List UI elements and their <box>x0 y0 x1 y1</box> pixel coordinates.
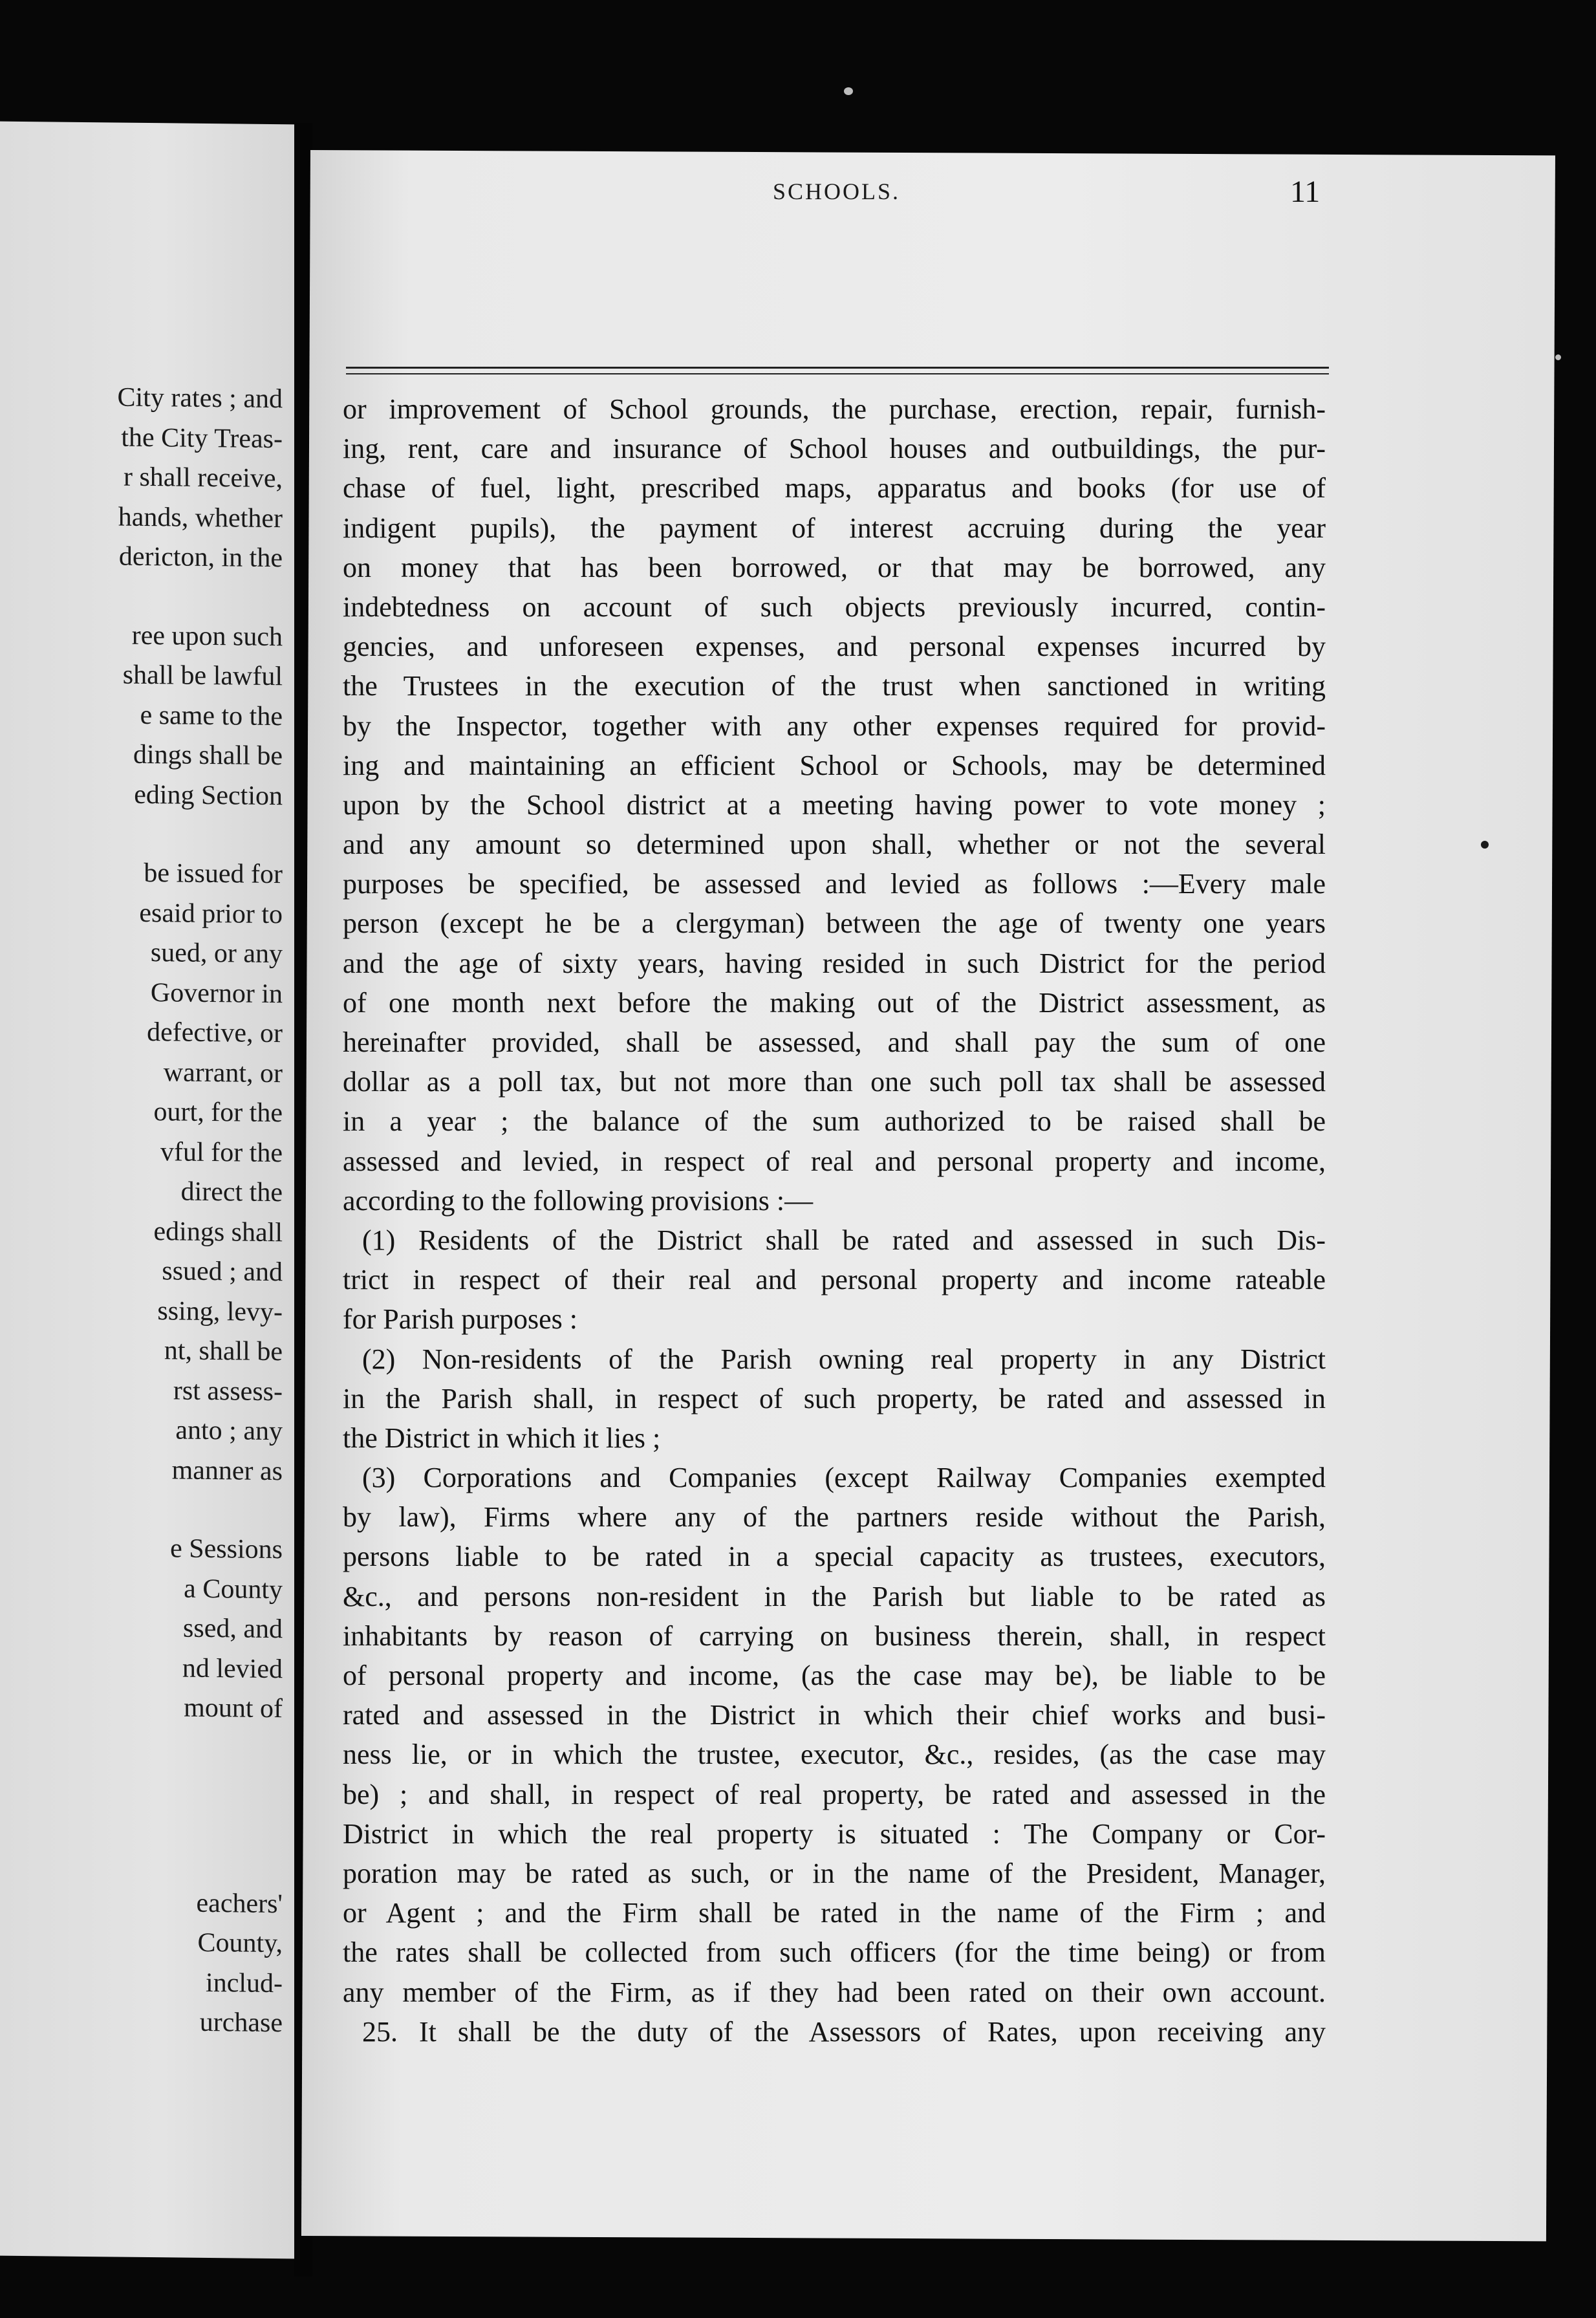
left-page-gap <box>5 1489 283 1531</box>
left-page-line: r shall receive, <box>123 462 283 494</box>
body-line: dollar as a poll tax, but not more than one such poll tax shall be assessed <box>343 1066 1326 1098</box>
page-body-text <box>343 389 1326 2052</box>
dust-speck <box>844 87 853 95</box>
left-page-line: be issued for <box>144 858 283 890</box>
body-line: or Agent ; and the Firm shall be rated in the name of the Firm ; and <box>343 1897 1326 1929</box>
left-page-line: dings shall be <box>133 739 283 772</box>
body-line: on money that has been borrowed, or that may be borrowed, any <box>343 551 1326 583</box>
left-page-line: ssed, and <box>183 1613 283 1645</box>
left-page-line: direct the <box>180 1176 283 1208</box>
left-page-line: nd levied <box>182 1653 283 1684</box>
body-line: (3) Corporations and Companies (except Railway Companies exempted <box>362 1462 1326 1494</box>
body-line: or improvement of School grounds, the purchase, erection, repair, furnish- <box>343 393 1326 425</box>
body-line: of personal property and income, (as the case may be), be liable to be <box>343 1660 1326 1691</box>
body-line: (2) Non-residents of the Parish owning real property in any District <box>362 1343 1326 1375</box>
left-page-line: hands, whether <box>118 502 283 534</box>
dust-speck <box>1555 354 1561 360</box>
body-line: the District in which it lies ; <box>343 1422 661 1454</box>
left-page-line: anto ; any <box>175 1415 283 1447</box>
body-line: be) ; and shall, in respect of real property, be rated and assessed in the <box>343 1778 1326 1810</box>
left-page-line: a County <box>184 1574 283 1605</box>
body-line: according to the following provisions :— <box>343 1184 814 1217</box>
left-page-line: urchase <box>199 2007 283 2039</box>
left-page-line: e Sessions <box>170 1533 283 1565</box>
body-line: gencies, and unforeseen expenses, and personal expenses incurred by <box>343 631 1326 663</box>
body-line: of one month next before the making out of the District assessment, as <box>343 986 1326 1019</box>
left-page-line: sued, or any <box>150 938 283 969</box>
body-line: in a year ; the balance of the sum authorized to be raised shall be <box>343 1105 1326 1138</box>
body-line: upon by the School district at a meeting having power to vote money ; <box>343 788 1326 821</box>
body-line: the Trustees in the execution of the trust when sanctioned in writing <box>343 670 1326 702</box>
body-line: ing, rent, care and insurance of School houses and outbuildings, the pur- <box>343 433 1326 465</box>
left-page-gap <box>5 1765 283 1807</box>
body-line: ness lie, or in which the trustee, executor, &c., resides, (as the case may <box>343 1739 1326 1771</box>
left-page-line: e same to the <box>140 700 283 731</box>
left-page-line: ree upon such <box>131 620 283 652</box>
left-page-line: manner as <box>171 1455 283 1486</box>
ink-speck <box>1481 841 1489 849</box>
body-line: 25. It shall be the duty of the Assessors of Rates, upon receiving any <box>362 2015 1326 2048</box>
body-line: purposes be specified, be assessed and levied as follows :—Every male <box>343 868 1326 900</box>
body-line: assessed and levied, in respect of real and personal property and income, <box>343 1145 1326 1177</box>
left-page-text-fragments <box>5 377 283 2044</box>
body-line: indebtedness on account of such objects previously incurred, contin- <box>343 590 1326 623</box>
left-page-line: nt, shall be <box>164 1336 283 1367</box>
left-page-gap <box>5 814 283 856</box>
left-page-line: vful for the <box>160 1136 283 1168</box>
left-page-line: dericton, in the <box>118 541 283 574</box>
left-page-line: eachers' <box>196 1888 283 1919</box>
body-line: any member of the Firm, as if they had been rated on their own account. <box>343 1976 1326 2008</box>
left-page-line: includ- <box>206 1967 283 1998</box>
body-line: and any amount so determined upon shall, whether or not the several <box>343 829 1326 861</box>
body-line: &c., and persons non-resident in the Parish but liable to be rated as <box>343 1580 1326 1612</box>
body-line: poration may be rated as such, or in the name of the President, Manager, <box>343 1857 1326 1889</box>
left-page-line: ourt, for the <box>153 1097 283 1129</box>
body-line: by law), Firms where any of the partners reside without the Parish, <box>343 1501 1326 1533</box>
body-line: hereinafter provided, shall be assessed, and shall pay the sum of one <box>343 1026 1326 1058</box>
body-line: indigent pupils), the payment of interest accruing during the year <box>343 512 1326 544</box>
body-line: rated and assessed in the District in which their chief works and busi- <box>343 1699 1326 1731</box>
left-page-line: warrant, or <box>163 1057 283 1089</box>
running-head <box>39 175 1321 217</box>
left-page-line: mount of <box>184 1693 283 1724</box>
left-page-line: eding Section <box>134 779 283 811</box>
left-page-line: edings shall <box>153 1216 283 1248</box>
body-line: person (except he be a clergyman) between the age of twenty one years <box>343 907 1326 940</box>
page-number: 11 <box>1290 175 1321 209</box>
body-line: inhabitants by reason of carrying on business therein, shall, in respect <box>343 1619 1326 1652</box>
left-page-line: shall be lawful <box>122 660 283 692</box>
body-line: the rates shall be collected from such officers (for the time being) or from <box>343 1936 1326 1969</box>
left-page-gap <box>5 1804 283 1846</box>
left-page-line: rst assess- <box>173 1375 283 1407</box>
left-page-gap <box>5 576 283 618</box>
left-page-line: esaid prior to <box>139 898 283 929</box>
body-line: trict in respect of their real and personal property and income rateable <box>343 1264 1326 1296</box>
body-line: persons liable to be rated in a special capacity as trustees, executors, <box>343 1541 1326 1573</box>
body-line: by the Inspector, together with any other expenses required for provid- <box>343 709 1326 742</box>
left-page-line: County, <box>197 1927 283 1959</box>
left-page-line: ssing, levy- <box>157 1295 283 1327</box>
left-page-line: defective, or <box>147 1017 283 1049</box>
left-page-line: City rates ; and <box>117 382 283 415</box>
left-page-line: Governor in <box>150 977 283 1009</box>
body-line: for Parish purposes : <box>343 1303 577 1336</box>
body-line: in the Parish shall, in respect of such property, be rated and assessed in <box>343 1382 1326 1414</box>
left-page <box>0 122 294 2259</box>
body-line: (1) Residents of the District shall be rated and assessed in such Dis- <box>362 1224 1326 1256</box>
body-line: and the age of sixty years, having resided in such District for the period <box>343 947 1326 979</box>
left-page-line: ssued ; and <box>162 1256 283 1288</box>
body-line: ing and maintaining an efficient School or Schools, may be determined <box>343 749 1326 781</box>
left-page-gap <box>5 1843 283 1885</box>
running-head-title: SCHOOLS. <box>773 179 901 204</box>
body-line: District in which the real property is situated : The Company or Cor- <box>343 1817 1326 1850</box>
header-double-rule <box>346 367 1329 374</box>
left-page-gap <box>5 1726 283 1768</box>
body-line: chase of fuel, light, prescribed maps, apparatus and books (for use of <box>343 472 1326 504</box>
left-page-line: the City Treas- <box>121 422 283 454</box>
